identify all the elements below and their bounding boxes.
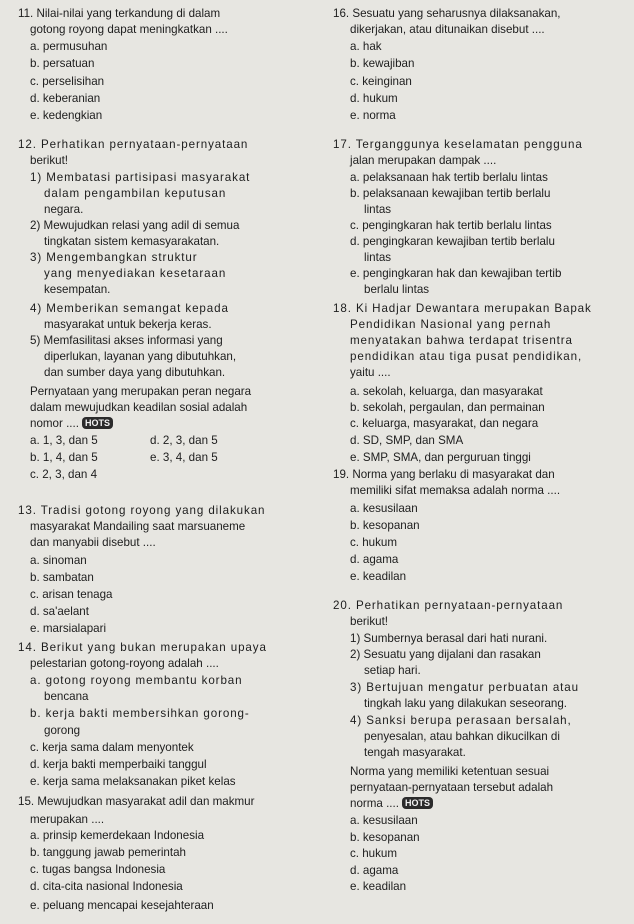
left-text: b. persatuan (30, 57, 95, 70)
left-text-line (30, 899, 214, 913)
right-text-line (350, 831, 420, 845)
right-text: c. keluarga, masyarakat, dan negara (350, 417, 539, 430)
right-text-line (350, 765, 549, 779)
left-text-line (30, 880, 183, 894)
right-text-line (350, 334, 573, 348)
right-text-line (333, 599, 563, 613)
left-text: e. peluang mencapai kesejahteraan (30, 899, 214, 912)
right-text: c. hukum (350, 536, 398, 549)
left-text-line (30, 520, 245, 534)
left-text: a. sinoman (30, 554, 87, 567)
left-text-line (30, 57, 94, 71)
right-text: 20. Perhatikan pernyataan-pernyataan (333, 599, 564, 612)
left-text-line (44, 235, 219, 249)
right-text-line (350, 536, 397, 550)
left-text-line (30, 813, 104, 827)
left-text: gorong (44, 724, 81, 737)
left-text: d. keberanian (30, 92, 101, 105)
left-text: d. 2, 3, dan 5 (150, 434, 218, 447)
left-text-line (30, 451, 98, 465)
right-text: d. agama (350, 553, 399, 566)
left-text: b. sambatan (30, 571, 94, 584)
left-text: 3) Mengembangkan struktur (30, 251, 198, 264)
right-text: berikut! (350, 615, 389, 628)
right-text: d. hukum (350, 92, 398, 105)
left-text-line (30, 605, 89, 619)
left-text-line (30, 468, 97, 482)
right-text: 17. Terganggunya keselamatan pengguna (333, 138, 583, 151)
left-text-line (18, 138, 248, 152)
right-text-line (364, 664, 421, 678)
right-text-line (350, 451, 531, 465)
right-text-line (364, 283, 429, 297)
left-text: 11. Nilai-nilai yang terkandung di dalam (18, 7, 221, 20)
left-text-line (30, 571, 94, 585)
right-text: jalan merupakan dampak .... (350, 154, 497, 167)
right-text: penyesalan, atau bahkan dikucilkan di (364, 730, 560, 743)
left-text-line (30, 75, 104, 89)
left-text: c. perselisihan (30, 75, 105, 88)
right-text-line (350, 23, 545, 37)
left-text-line (30, 401, 247, 415)
right-text: a. hak (350, 40, 382, 53)
right-text: tingkah laku yang dilakukan seseorang. (364, 697, 568, 710)
left-text: dalam mewujudkan keadilan sosial adalah (30, 401, 248, 414)
right-text-line (350, 366, 391, 380)
right-text-line (350, 92, 398, 106)
right-text-line (350, 814, 418, 828)
right-text: pendidikan atau tiga pusat pendidikan, (350, 350, 583, 363)
left-text-line (30, 23, 228, 37)
right-text-line (350, 648, 541, 662)
right-text: d. SD, SMP, dan SMA (350, 434, 464, 447)
right-text-line (350, 484, 560, 498)
right-text-line (364, 203, 391, 217)
right-text-line (350, 553, 398, 567)
right-text-line (350, 632, 547, 646)
left-text-line (30, 92, 100, 106)
right-text: 16. Sesuatu yang seharusnya dilaksanakan, (333, 7, 561, 20)
left-text: d. cita-cita nasional Indonesia (30, 880, 183, 893)
hots-badge: HOTS (82, 417, 113, 429)
left-text: pelestarian gotong-royong adalah .... (30, 657, 219, 670)
left-text: d. sa'aelant (30, 605, 89, 618)
right-text-line (350, 502, 418, 516)
left-text: dan manyabii disebut .... (30, 536, 156, 549)
right-text: b. kesopanan (350, 519, 420, 532)
left-text: c. arisan tenaga (30, 588, 113, 601)
left-text: 5) Memfasilitasi akses informasi yang (30, 334, 223, 347)
right-text-line (350, 154, 496, 168)
left-text-line (30, 829, 204, 843)
left-text: masyarakat Mandailing saat marsuaneme (30, 520, 246, 533)
left-text: 2) Mewujudkan relasi yang adil di semua (30, 219, 240, 232)
left-text: diperlukan, layanan yang dibutuhkan, (44, 350, 237, 363)
left-text: bencana (44, 690, 89, 703)
left-text: masyarakat untuk bekerja keras. (44, 318, 212, 331)
left-text-line (18, 641, 267, 655)
right-text: 2) Sesuatu yang dijalani dan rasakan (350, 648, 541, 661)
left-text: merupakan .... (30, 813, 105, 826)
left-text: e. marsialapari (30, 622, 107, 635)
right-text: 3) Bertujuan mengatur perbuatan atau (350, 681, 579, 694)
left-text: e. kerja sama melaksanakan piket kelas (30, 775, 236, 788)
right-text-line (333, 468, 555, 482)
left-text-line (18, 7, 220, 21)
left-text-line (30, 588, 113, 602)
left-text: dan sumber daya yang dibutuhkan. (44, 366, 226, 379)
left-text: d. kerja bakti memperbaiki tanggul (30, 758, 207, 771)
right-text: a. kesusilaan (350, 814, 418, 827)
left-text-line (30, 622, 106, 636)
left-text-line (18, 504, 265, 518)
right-text-line (350, 570, 406, 584)
left-text-line (30, 154, 68, 168)
right-text: c. keinginan (350, 75, 412, 88)
right-text-line (364, 730, 560, 744)
left-text: c. tugas bangsa Indonesia (30, 863, 166, 876)
right-text-line (350, 401, 545, 415)
right-text-line (350, 75, 412, 89)
left-text-line (30, 674, 243, 688)
right-text-line (350, 350, 582, 364)
left-text: c. 2, 3, dan 4 (30, 468, 98, 481)
right-text: e. keadilan (350, 570, 407, 583)
left-text-line (150, 451, 218, 465)
right-text-line (350, 40, 382, 54)
right-text-line (350, 681, 579, 695)
left-text: a. 1, 3, dan 5 (30, 434, 98, 447)
right-text-line (350, 187, 550, 201)
right-text-line (333, 138, 583, 152)
right-text: tengah masyarakat. (364, 746, 466, 759)
right-text: Norma yang memiliki ketentuan sesuai (350, 765, 550, 778)
right-text-line (350, 109, 396, 123)
right-text: b. sekolah, pergaulan, dan permainan (350, 401, 545, 414)
left-text: e. kedengkian (30, 109, 103, 122)
left-text: 4) Memberikan semangat kepada (30, 302, 229, 315)
left-text-line (44, 203, 83, 217)
right-text: 4) Sanksi berupa perasaan bersalah, (350, 714, 572, 727)
left-text-line (44, 283, 110, 297)
left-text: kesempatan. (44, 283, 111, 296)
right-text-line (350, 615, 388, 629)
right-text: e. keadilan (350, 880, 407, 893)
right-text: lintas (364, 251, 392, 264)
right-text: dikerjakan, atau ditunaikan disebut .... (350, 23, 545, 36)
left-text-line (30, 434, 98, 448)
right-text-line (350, 171, 548, 185)
left-text-line (30, 775, 236, 789)
right-text: b. kewajiban (350, 57, 415, 70)
left-text-line (44, 350, 236, 364)
left-text-line (30, 846, 186, 860)
right-text-line (350, 385, 543, 399)
right-text: menyatakan bahwa terdapat trisentra (350, 334, 573, 347)
left-text-line (44, 318, 212, 332)
right-text-line (350, 267, 561, 281)
right-text-line (350, 797, 433, 811)
right-text: Pendidikan Nasional yang pernah (350, 318, 552, 331)
left-text-line (30, 109, 102, 123)
right-text-line (350, 318, 551, 332)
right-text: berlalu lintas (364, 283, 430, 296)
left-text: a. prinsip kemerdekaan Indonesia (30, 829, 205, 842)
right-text: 18. Ki Hadjar Dewantara merupakan Bapak (333, 302, 592, 315)
left-text-line (30, 171, 250, 185)
left-text: e. 3, 4, dan 5 (150, 451, 218, 464)
left-text-line (30, 219, 239, 233)
hots-badge: HOTS (402, 797, 433, 809)
right-text: pernyataan-pernyataan tersebut adalah (350, 781, 554, 794)
left-text-line (30, 40, 107, 54)
right-text: a. kesusilaan (350, 502, 418, 515)
left-text: tingkatan sistem kemasyarakatan. (44, 235, 220, 248)
right-text-line (364, 697, 567, 711)
left-text-line (30, 741, 194, 755)
left-text-line (30, 657, 219, 671)
left-text: dalam pengambilan keputusan (44, 187, 227, 200)
right-text: e. SMP, SMA, dan perguruan tinggi (350, 451, 531, 464)
right-text: yaitu .... (350, 366, 391, 379)
left-text: nomor .... (30, 417, 79, 430)
right-text-line (350, 864, 398, 878)
right-text: norma .... (350, 797, 399, 810)
right-text: lintas (364, 203, 392, 216)
left-text-line (44, 724, 80, 738)
right-text: b. kesopanan (350, 831, 420, 844)
right-text-line (350, 880, 406, 894)
right-text-line (350, 519, 420, 533)
right-text-line (350, 219, 552, 233)
right-text: c. pengingkaran hak tertib berlalu lintas (350, 219, 552, 232)
left-text: negara. (44, 203, 84, 216)
left-text: 12. Perhatikan pernyataan-pernyataan (18, 138, 249, 151)
right-text-line (350, 847, 397, 861)
left-text: b. kerja bakti membersihkan gorong- (30, 707, 250, 720)
left-text-line (30, 554, 87, 568)
right-text: a. pelaksanaan hak tertib berlalu lintas (350, 171, 548, 184)
right-text: setiap hari. (364, 664, 421, 677)
left-text-line (30, 302, 229, 316)
left-text-line (30, 863, 165, 877)
right-text-line (364, 746, 466, 760)
left-text: a. permusuhan (30, 40, 108, 53)
left-text: a. gotong royong membantu korban (30, 674, 243, 687)
left-text-line (44, 690, 88, 704)
right-text: e. norma (350, 109, 396, 122)
right-text: memiliki sifat memaksa adalah norma .... (350, 484, 561, 497)
left-text-line (44, 267, 226, 281)
left-text: c. kerja sama dalam menyontek (30, 741, 194, 754)
right-text-line (350, 434, 463, 448)
left-text-line (44, 187, 226, 201)
right-text: d. agama (350, 864, 399, 877)
right-text: 19. Norma yang berlaku di masyarakat dan (333, 468, 555, 481)
right-text: d. pengingkaran kewajiban tertib berlalu (350, 235, 555, 248)
right-text: 1) Sumbernya berasal dari hati nurani. (350, 632, 548, 645)
left-text: 15. Mewujudkan masyarakat adil dan makmur (18, 795, 255, 808)
left-text: b. tanggung jawab pemerintah (30, 846, 186, 859)
left-text: Pernyataan yang merupakan peran negara (30, 385, 252, 398)
right-text-line (350, 781, 553, 795)
right-text-line (350, 57, 414, 71)
left-text-line (30, 707, 250, 721)
right-text-line (350, 235, 555, 249)
right-text: b. pelaksanaan kewajiban tertib berlalu (350, 187, 551, 200)
left-text: 1) Membatasi partisipasi masyarakat (30, 171, 251, 184)
right-text-line (350, 417, 538, 431)
left-text: b. 1, 4, dan 5 (30, 451, 98, 464)
right-text-line (350, 714, 572, 728)
left-text-line (30, 536, 156, 550)
right-text: c. hukum (350, 847, 398, 860)
left-text: yang menyediakan kesetaraan (44, 267, 227, 280)
left-text-line (30, 251, 198, 265)
left-text-line (30, 758, 207, 772)
left-text: 14. Berikut yang bukan merupakan upaya (18, 641, 267, 654)
left-text-line (44, 366, 225, 380)
right-text-line (333, 302, 592, 316)
left-text-line (30, 385, 251, 399)
left-text: gotong royong dapat meningkatkan .... (30, 23, 228, 36)
left-text: berikut! (30, 154, 69, 167)
right-text-line (364, 251, 391, 265)
left-text-line (18, 795, 255, 809)
right-text-line (333, 7, 561, 21)
left-text-line (30, 417, 113, 431)
right-text: e. pengingkaran hak dan kewajiban tertib (350, 267, 562, 280)
left-text-line (30, 334, 223, 348)
right-text: a. sekolah, keluarga, dan masyarakat (350, 385, 543, 398)
left-text-line (150, 434, 218, 448)
left-text: 13. Tradisi gotong royong yang dilakukan (18, 504, 266, 517)
